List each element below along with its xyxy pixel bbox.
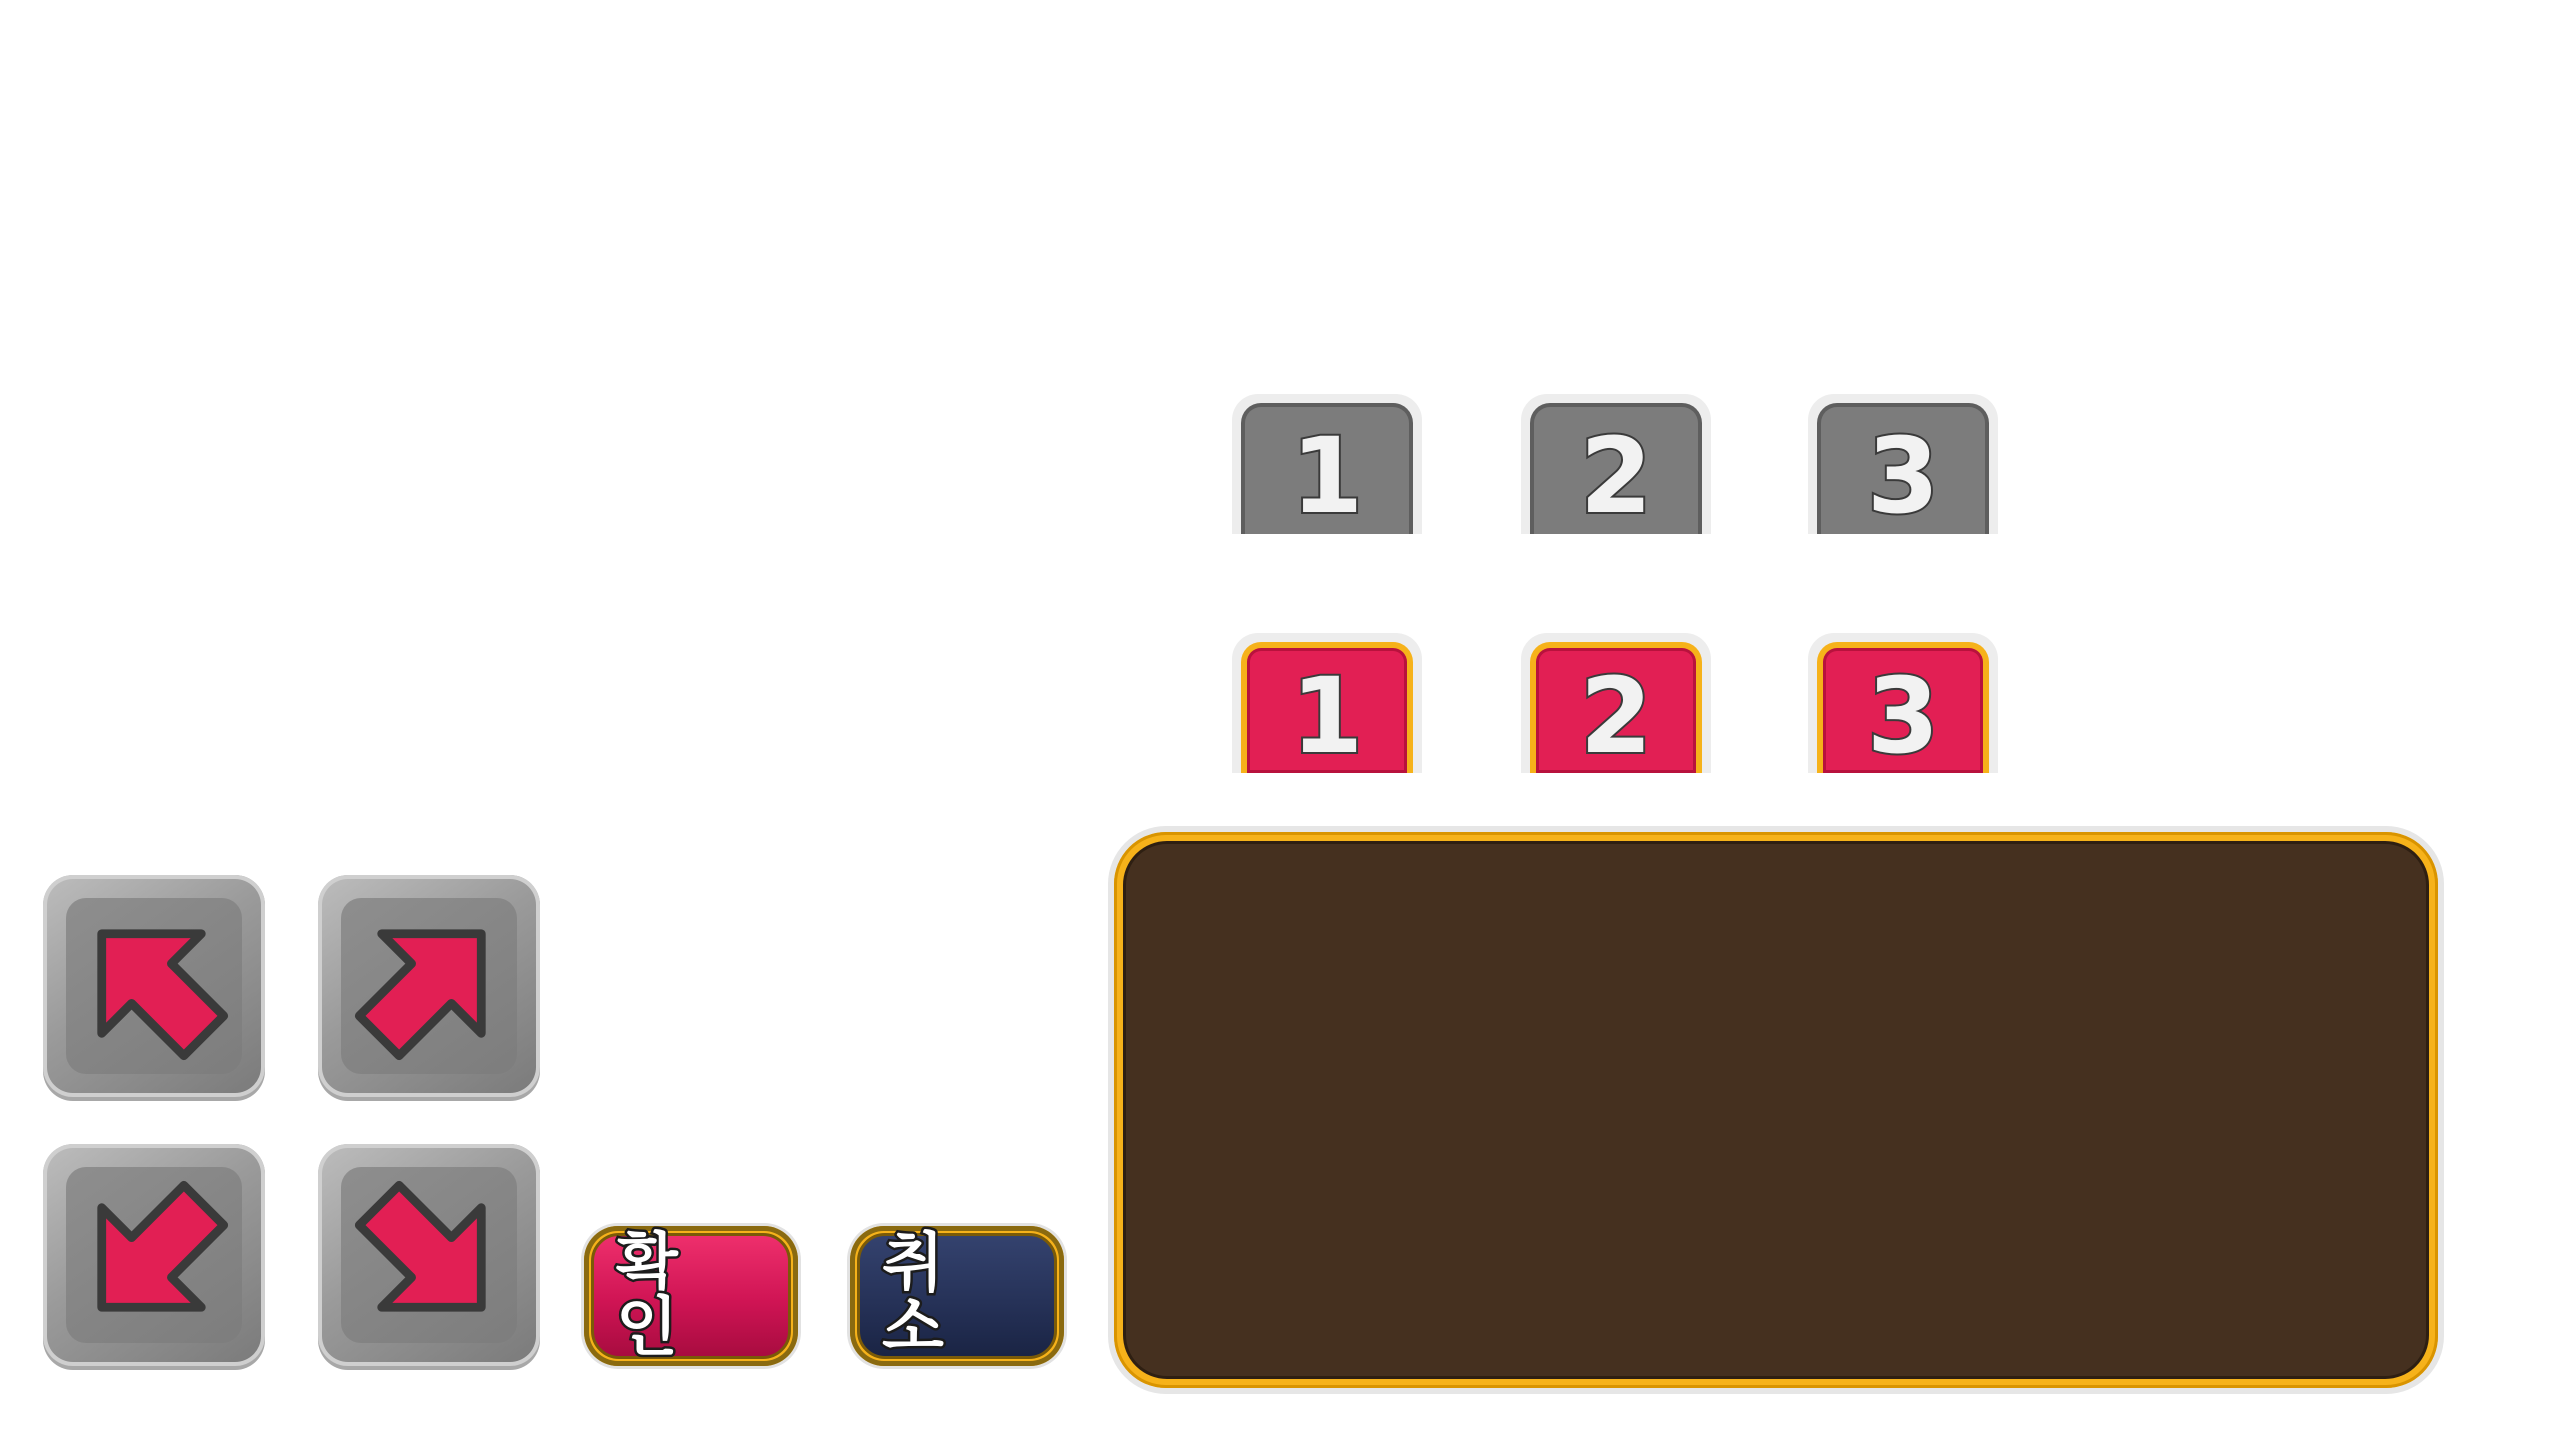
tab-number: 1 [1290, 414, 1364, 537]
tab-1-active[interactable] [1232, 633, 1422, 777]
tab-face [1817, 642, 1989, 777]
cancel-label: 취 소 [882, 1227, 966, 1365]
tab-face [1241, 642, 1413, 777]
down-left-button[interactable] [43, 1144, 265, 1366]
up-right-button[interactable] [318, 875, 540, 1097]
confirm-button-face [591, 1227, 791, 1365]
button-face [341, 898, 517, 1074]
arrow-up-left-icon [66, 898, 242, 1074]
confirm-button[interactable] [584, 1226, 798, 1366]
button-face [66, 898, 242, 1074]
tab-number: 3 [1866, 414, 1940, 537]
tab-number: 2 [1579, 654, 1653, 777]
arrow-up-right-icon [341, 898, 517, 1074]
message-board-frame [1114, 832, 2438, 1388]
tab-face [1530, 403, 1702, 537]
confirm-label: 확 인 [616, 1227, 700, 1365]
tab-3-active[interactable] [1808, 633, 1998, 777]
tab-face [1530, 642, 1702, 777]
tab-2-inactive[interactable] [1521, 394, 1711, 537]
button-face [66, 1167, 242, 1343]
arrow-down-left-icon [66, 1167, 242, 1343]
message-board [1108, 826, 2444, 1394]
tab-2-active[interactable] [1521, 633, 1711, 777]
tab-1-inactive[interactable] [1232, 394, 1422, 537]
tab-number: 2 [1579, 414, 1653, 537]
up-left-button[interactable] [43, 875, 265, 1097]
down-right-button[interactable] [318, 1144, 540, 1366]
tab-number: 1 [1290, 654, 1364, 777]
tab-face [1817, 403, 1989, 537]
cancel-button-face [857, 1227, 1057, 1365]
cancel-button[interactable] [850, 1226, 1064, 1366]
message-board-panel [1123, 841, 2429, 1379]
tab-face [1241, 403, 1413, 537]
button-face [341, 1167, 517, 1343]
arrow-down-right-icon [341, 1167, 517, 1343]
tab-number: 3 [1866, 654, 1940, 777]
tab-3-inactive[interactable] [1808, 394, 1998, 537]
